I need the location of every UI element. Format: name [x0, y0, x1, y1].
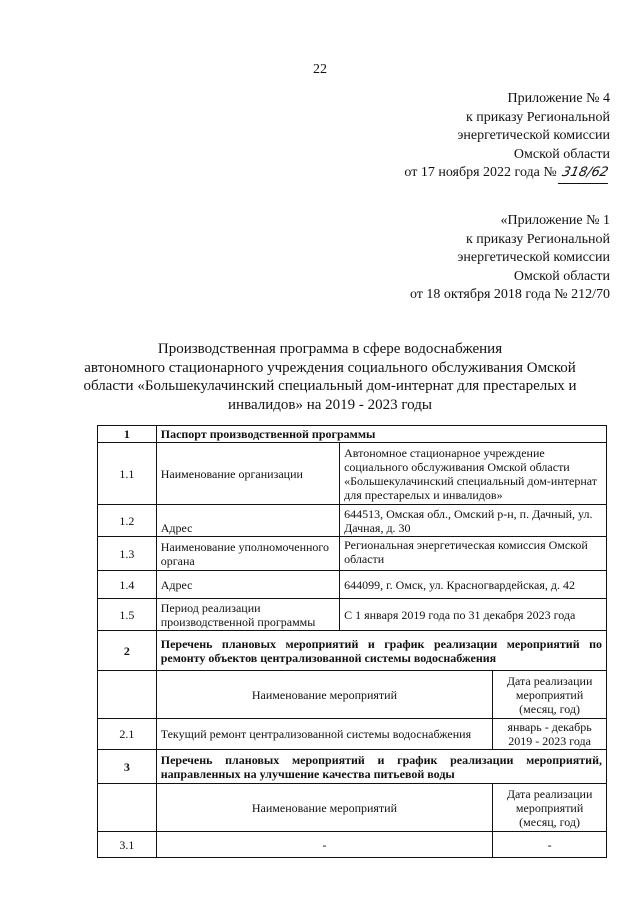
row-value: Автономное стационарное учреждение социального обслуживания Омской области «Большекулачинский специальный дом-интернат для престарелых и инвалидов»: [340, 443, 607, 505]
appendix-new-date-row: [404, 164, 610, 184]
table-row: [98, 719, 607, 750]
row-label: Период реализации производственной программы: [156, 599, 339, 631]
row-value: 644513, Омская обл., Омский р-н, п. Дачный, ул. Дачная, д. 30: [340, 505, 607, 537]
program-table: [97, 425, 607, 858]
appendix-new-line: энергетической комиссии: [457, 128, 610, 143]
row-number: 2.1: [98, 719, 157, 750]
row-number: 1.3: [98, 537, 157, 571]
row-number: 3.1: [98, 832, 157, 858]
table-row: [98, 537, 607, 571]
appendix-old-line: Омской области: [513, 268, 610, 284]
column-header-row: [98, 784, 607, 832]
section-title: Паспорт производственной программы: [156, 426, 606, 443]
section-number: 2: [98, 631, 157, 671]
appendix-old-line: к приказу Региональной: [465, 231, 610, 247]
column-header-date: Дата реализации мероприятий (месяц, год): [493, 671, 607, 719]
section-1-header: [98, 426, 607, 443]
row-label: Наименование организации: [156, 443, 339, 505]
appendix-old-line: энергетической комиссии: [457, 250, 610, 265]
title-line: инвалидов» на 2019 - 2023 годы: [228, 396, 432, 413]
row-number: 1.2: [98, 505, 157, 537]
row-date: -: [493, 832, 607, 858]
column-header-name: Наименование мероприятий: [156, 784, 492, 832]
column-header-row: [98, 671, 607, 719]
table-row: [98, 505, 607, 537]
row-label: Адрес: [156, 571, 339, 599]
row-activity: Текущий ремонт централизованной системы водоснабжения: [156, 719, 492, 750]
section-2-header: [98, 631, 607, 671]
row-date: январь - декабрь 2019 - 2023 года: [493, 719, 607, 750]
section-title: Перечень плановых мероприятий и график реализации мероприятий, направленных на улучшение качества питьевой воды: [156, 750, 606, 784]
appendix-new-header: [404, 90, 610, 184]
row-number: 1.4: [98, 571, 157, 599]
section-number: 1: [98, 426, 157, 443]
document-title: [70, 340, 590, 414]
row-number: 1.5: [98, 599, 157, 631]
appendix-new-date: от 17 ноября 2022 года №: [404, 165, 557, 180]
empty-cell: [98, 671, 157, 719]
title-line: автономного стационарного учреждения социального обслуживания Омской: [84, 359, 576, 376]
column-header-name: Наименование мероприятий: [156, 671, 492, 719]
row-number: 1.1: [98, 443, 157, 505]
row-value: Региональная энергетическая комиссия Омской области: [340, 537, 607, 571]
page-number: 22: [313, 62, 327, 77]
section-title: Перечень плановых мероприятий и график реализации мероприятий по ремонту объектов централизованной системы водоснабжения: [156, 631, 606, 671]
handwritten-order-number: 318/62: [558, 164, 612, 184]
row-label: Адрес: [156, 505, 339, 537]
title-line: Производственная программа в сфере водоснабжения: [157, 341, 503, 357]
appendix-new-line: к приказу Региональной: [465, 109, 610, 125]
table-row: [98, 571, 607, 599]
section-number: 3: [98, 750, 157, 784]
row-value: 644099, г. Омск, ул. Красногвардейская, д. 42: [340, 571, 607, 599]
appendix-new-line: Омской области: [513, 146, 610, 162]
appendix-old-line: от 18 октября 2018 года № 212/70: [409, 287, 610, 302]
row-activity: -: [156, 832, 492, 858]
appendix-old-line: «Приложение № 1: [500, 213, 610, 228]
row-value: С 1 января 2019 года по 31 декабря 2023 года: [340, 599, 607, 631]
empty-cell: [98, 784, 157, 832]
section-3-header: [98, 750, 607, 784]
row-label: Наименование уполномоченного органа: [156, 537, 339, 571]
appendix-old-header: [410, 212, 610, 305]
appendix-new-line: Приложение № 4: [507, 91, 610, 106]
title-line: области «Большекулачинский специальный дом-интернат для престарелых и: [83, 378, 577, 394]
column-header-date: Дата реализации мероприятий (месяц, год): [493, 784, 607, 832]
table-row: [98, 443, 607, 505]
table-row: [98, 599, 607, 631]
table-row: [98, 832, 607, 858]
